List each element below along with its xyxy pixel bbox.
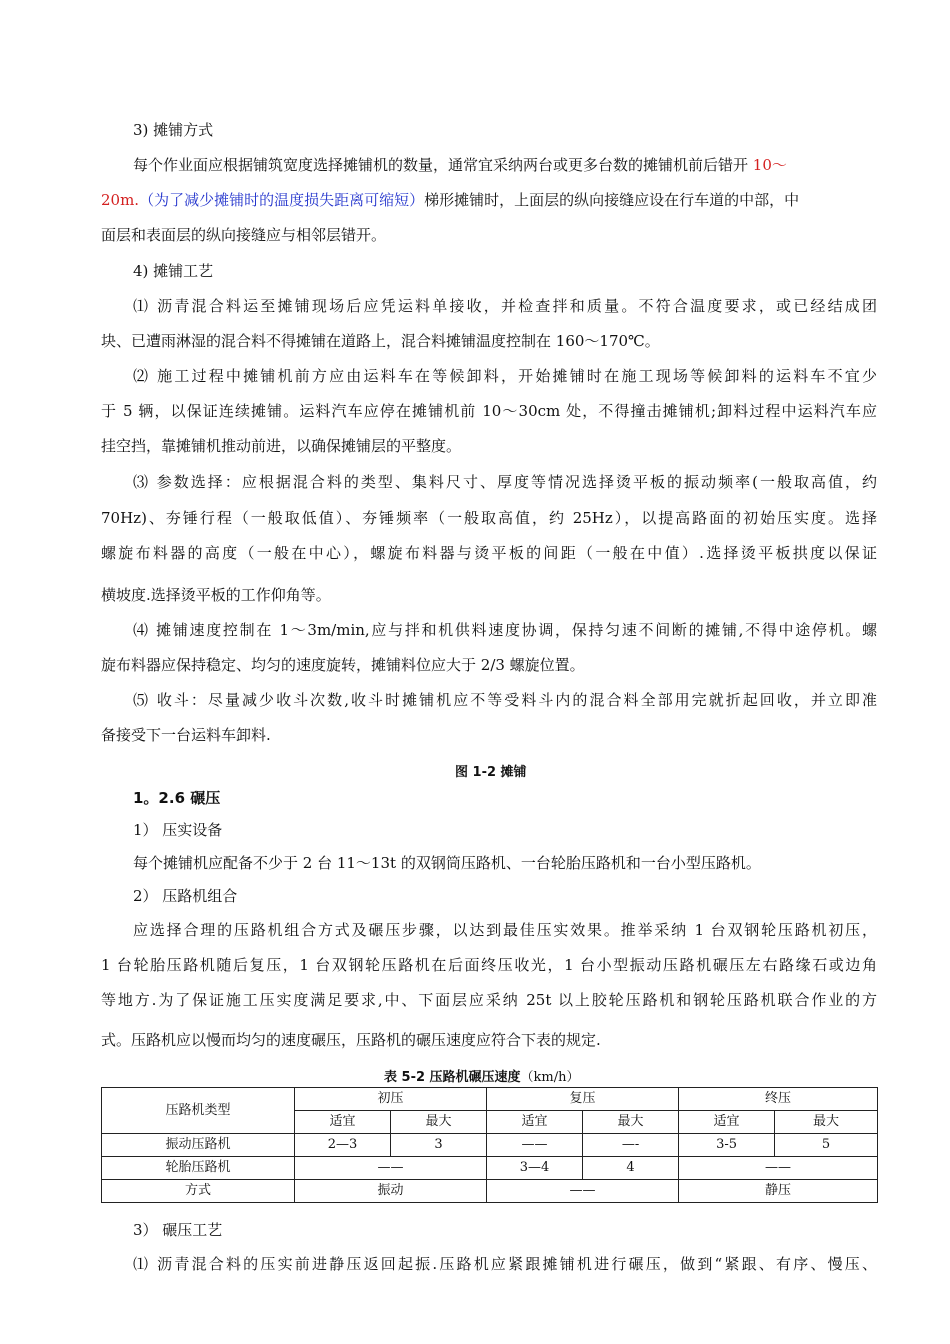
table-cell: ——: [295, 1157, 487, 1180]
figure-caption: 图 1-2 摊铺: [455, 765, 527, 780]
paragraph-line: 70Hz)、夯锤行程（一般取低值）、夯锤频率（一般取高值，约 25Hz），以提高路面的初始压实度。选择: [101, 509, 877, 527]
paragraph-line: 块、已遭雨淋湿的混合料不得摊铺在道路上，混合料摊铺温度控制在 160～170℃。: [101, 332, 660, 350]
paragraph-line: 螺旋布料器的高度（一般在中心），螺旋布料器与烫平板的间距（一般在中值）.选择烫平板拱度以保证: [101, 544, 877, 562]
table-cell: 4: [583, 1157, 679, 1180]
table-cell: 静压: [679, 1180, 878, 1203]
table-cell: 方式: [102, 1180, 295, 1203]
paragraph-line: ⑷ 摊铺速度控制在 1～3m/min,应与拌和机供料速度协调，保持匀速不间断的摊铺,不得中途停机。螺: [133, 621, 877, 639]
text-span: 每个作业面应根据铺筑宽度选择摊铺机的数量，通常宜采纳两台或更多台数的摊铺机前后错开: [133, 156, 753, 174]
table-row: [102, 1157, 878, 1180]
table-cell: —-: [583, 1134, 679, 1157]
table-cell: ——: [487, 1134, 583, 1157]
paragraph-line: ⑸ 收斗：尽量减少收斗次数,收斗时摊铺机应不等受料斗内的混合料全部用完就折起回收，并立即准: [133, 691, 877, 709]
paragraph-line: 横坡度.选择烫平板的工作仰角等。: [101, 586, 331, 604]
highlight-red: 20m.: [101, 191, 140, 209]
table-cell: 振动: [295, 1180, 487, 1203]
paragraph-line: ⑴ 沥青混合料的压实前进静压返回起振.压路机应紧跟摊铺机进行碾压，做到“紧跟、有序、慢压、: [133, 1255, 877, 1273]
paragraph-line: 每个摊铺机应配备不少于 2 台 11～13t 的双钢筒压路机、一台轮胎压路机和一台小型压路机。: [133, 854, 761, 872]
header-cell: 最大: [583, 1111, 679, 1134]
highlight-red: 10～: [752, 156, 787, 174]
paragraph-line: 1 台轮胎压路机随后复压，1 台双钢轮压路机在后面终压收光，1 台小型振动压路机碾压左右路缘石或边角: [101, 956, 877, 974]
table-caption: [384, 1066, 580, 1085]
header-cell: 适宜: [295, 1111, 391, 1134]
table-header-row: [102, 1088, 878, 1111]
header-cell: 最大: [775, 1111, 878, 1134]
table-cell: 3: [391, 1134, 487, 1157]
table-cell: 2—3: [295, 1134, 391, 1157]
section-heading-compaction: 1。2.6 碾压: [133, 789, 221, 807]
paragraph-line: 应选择合理的压路机组合方式及碾压步骤，以达到最佳压实效果。推举采纳 1 台双钢轮压路机初压，: [133, 921, 877, 939]
paragraph-line: 式。压路机应以慢而均匀的速度碾压，压路机的碾压速度应符合下表的规定.: [101, 1031, 601, 1049]
table-cell: 轮胎压路机: [102, 1157, 295, 1180]
header-cell: 初压: [295, 1088, 487, 1111]
header-cell: 终压: [679, 1088, 878, 1111]
paragraph-line: ⑵ 施工过程中摊铺机前方应由运料车在等候卸料，开始摊铺时在施工现场等候卸料的运料车不宜少: [133, 367, 877, 385]
paragraph-line: ⑴ 沥青混合料运至摊铺现场后应凭运料单接收，并检查拌和质量。不符合温度要求，或已经结成团: [133, 297, 877, 315]
table-caption-unit: （km/h）: [520, 1070, 580, 1085]
paragraph-line: 挂空挡，靠摊铺机推动前进，以确保摊铺层的平整度。: [101, 437, 462, 455]
section-title-paving-method: 3) 摊铺方式: [133, 121, 214, 139]
header-cell: 压路机类型: [102, 1088, 295, 1134]
paragraph-line: [133, 155, 877, 175]
paragraph-line: 旋布料器应保持稳定、均匀的速度旋转，摊铺料位应大于 2/3 螺旋位置。: [101, 656, 585, 674]
header-cell: 复压: [487, 1088, 679, 1111]
text-span: 梯形摊铺时，上面层的纵向接缝应设在行车道的中部，中: [424, 191, 800, 209]
section-title-combination: 2） 压路机组合: [133, 887, 238, 905]
paragraph-line: 等地方.为了保证施工压实度满足要求,中、下面层应采纳 25t 以上胶轮压路机和钢轮压路机联合作业的方: [101, 991, 877, 1009]
header-cell: 适宜: [679, 1111, 775, 1134]
table-cell: 3—4: [487, 1157, 583, 1180]
paragraph-line: ⑶ 参数选择：应根据混合料的类型、集料尺寸、厚度等情况选择烫平板的振动频率(一般取高值，约: [133, 473, 877, 491]
header-cell: 适宜: [487, 1111, 583, 1134]
header-cell: 最大: [391, 1111, 487, 1134]
section-title-paving-process: 4) 摊铺工艺: [133, 262, 214, 280]
roller-speed-table: [101, 1087, 878, 1203]
section-title-equipment: 1） 压实设备: [133, 821, 223, 839]
table-cell: ——: [679, 1157, 878, 1180]
table-cell: 振动压路机: [102, 1134, 295, 1157]
paragraph-line: 于 5 辆，以保证连续摊铺。运料汽车应停在摊铺机前 10～30cm 处，不得撞击摊铺机;卸料过程中运料汽车应: [101, 402, 877, 420]
highlight-blue: （为了减少摊铺时的温度损失距离可缩短）: [139, 191, 425, 209]
section-title-compaction-process: 3） 碾压工艺: [133, 1221, 223, 1239]
table-cell: ——: [487, 1180, 679, 1203]
paragraph-line: 备接受下一台运料车卸料.: [101, 726, 271, 744]
table-cell: 3-5: [679, 1134, 775, 1157]
paragraph-line: [101, 190, 877, 210]
paragraph-line: 面层和表面层的纵向接缝应与相邻层错开。: [101, 226, 387, 244]
table-caption-title: 表 5-2 压路机碾压速度: [384, 1070, 521, 1085]
table-row: [102, 1180, 878, 1203]
table-cell: 5: [775, 1134, 878, 1157]
table-row: [102, 1134, 878, 1157]
